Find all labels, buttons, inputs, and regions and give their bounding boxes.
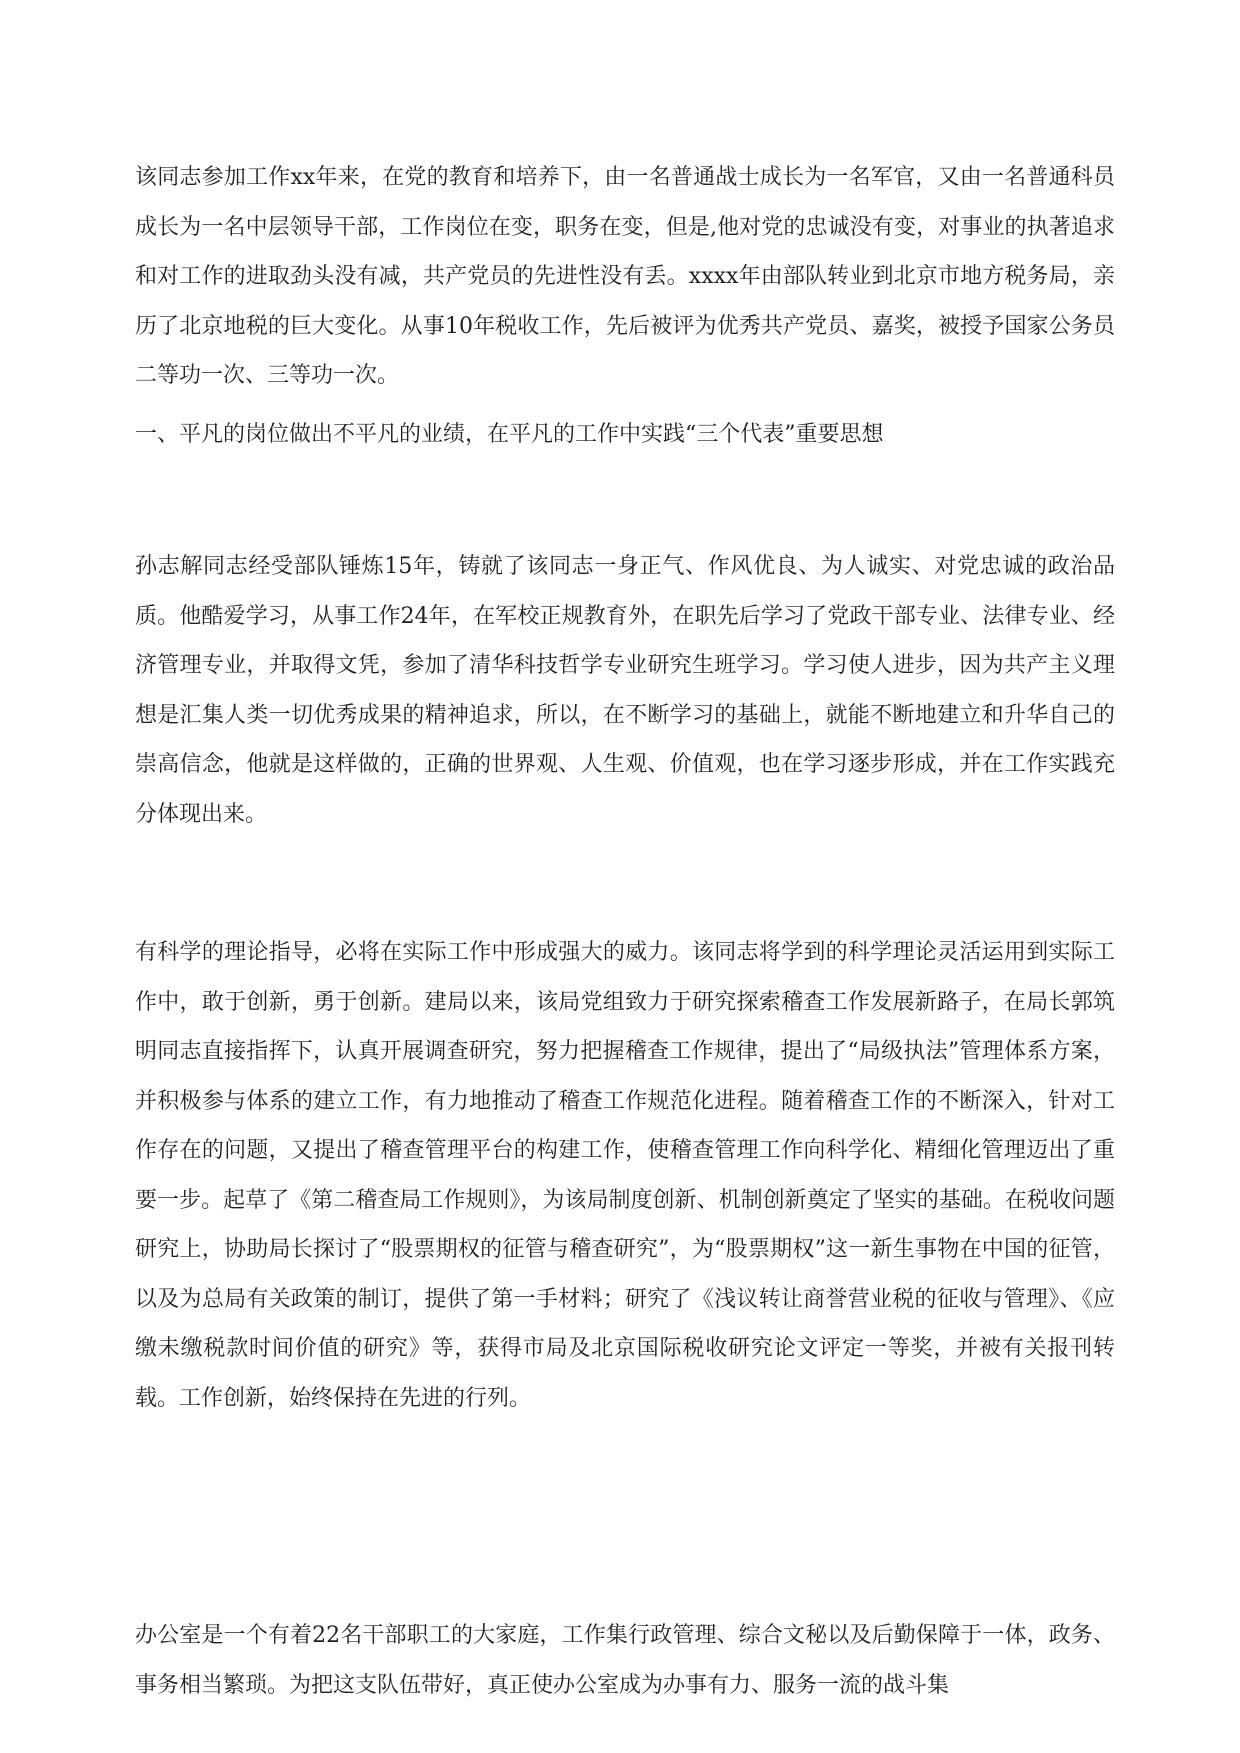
paragraph-innovation: 有科学的理论指导，必将在实际工作中形成强大的威力。该同志将学到的科学理论灵活运用到实际工作中，敢于创新，勇于创新。建局以来，该局党组致力于研究探索稽查工作发展新路子，在局长郭筑明同志直接指挥下，认真开展调查研究，努力把握稽查工作规律，提出了“局级执法”管理体系方案，并积极参与体系的建立工作，有力地推动了稽查工作规范化进程。随着稽查工作的不断深入，针对工作存在的问题，又提出了稽查管理平台的构建工作，使稽查管理工作向科学化、精细化管理迈出了重要一步。起草了《第二稽查局工作规则》，为该局制度创新、机制创新奠定了坚实的基础。在税收问题研究上，协助局长探讨了“股票期权的征管与稽查研究”，为“股票期权”这一新生事物在中国的征管，以及为总局有关政策的制订，提供了第一手材料；研究了《浅议转让商誉营业税的征收与管理》、《应缴未缴税款时间价值的研究》等，获得市局及北京国际税收研究论文评定一等奖，并被有关报刊转载。工作创新，始终保持在先进的行列。 [135,940,1115,1411]
paragraph-study: 孙志解同志经受部队锤炼15年，铸就了该同志一身正气、作风优良、为人诚实、对党忠诚的政治品质。他酷爱学习，从事工作24年，在军校正规教育外，在职先后学习了党政干部专业、法律专业、经济管理专业，并取得文凭，参加了清华科技哲学专业研究生班学习。学习使人进步，因为共产主义理想是汇集人类一切优秀成果的精神追求，所以，在不断学习的基础上，就能不断地建立和升华自己的崇高信念，他就是这样做的，正确的世界观、人生观、价值观，也在学习逐步形成，并在工作实践充分体现出来。 [135,554,1115,827]
section-heading: 一、平凡的岗位做出不平凡的业绩，在平凡的工作中实践“三个代表”重要思想 [135,422,884,447]
paragraph-intro: 该同志参加工作xx年来，在党的教育和培养下，由一名普通战士成长为一名军官，又由一名普通科员成长为一名中层领导干部，工作岗位在变，职务在变，但是,他对党的忠诚没有变，对事业的执著追求和对工作的进取劲头没有减，共产党员的先进性没有丢。xxxx年由部队转业到北京市地方税务局，亲历了北京地税的巨大变化。从事10年税收工作，先后被评为优秀共产党员、嘉奖，被授予国家公务员二等功一次、三等功一次。 [135,165,1115,388]
paragraph-office: 办公室是一个有着22名干部职工的大家庭，工作集行政管理、综合文秘以及后勤保障于一体，政务、事务相当繁琐。为把这支队伍带好，真正使办公室成为办事有力、服务一流的战斗集 [135,1623,1115,1698]
